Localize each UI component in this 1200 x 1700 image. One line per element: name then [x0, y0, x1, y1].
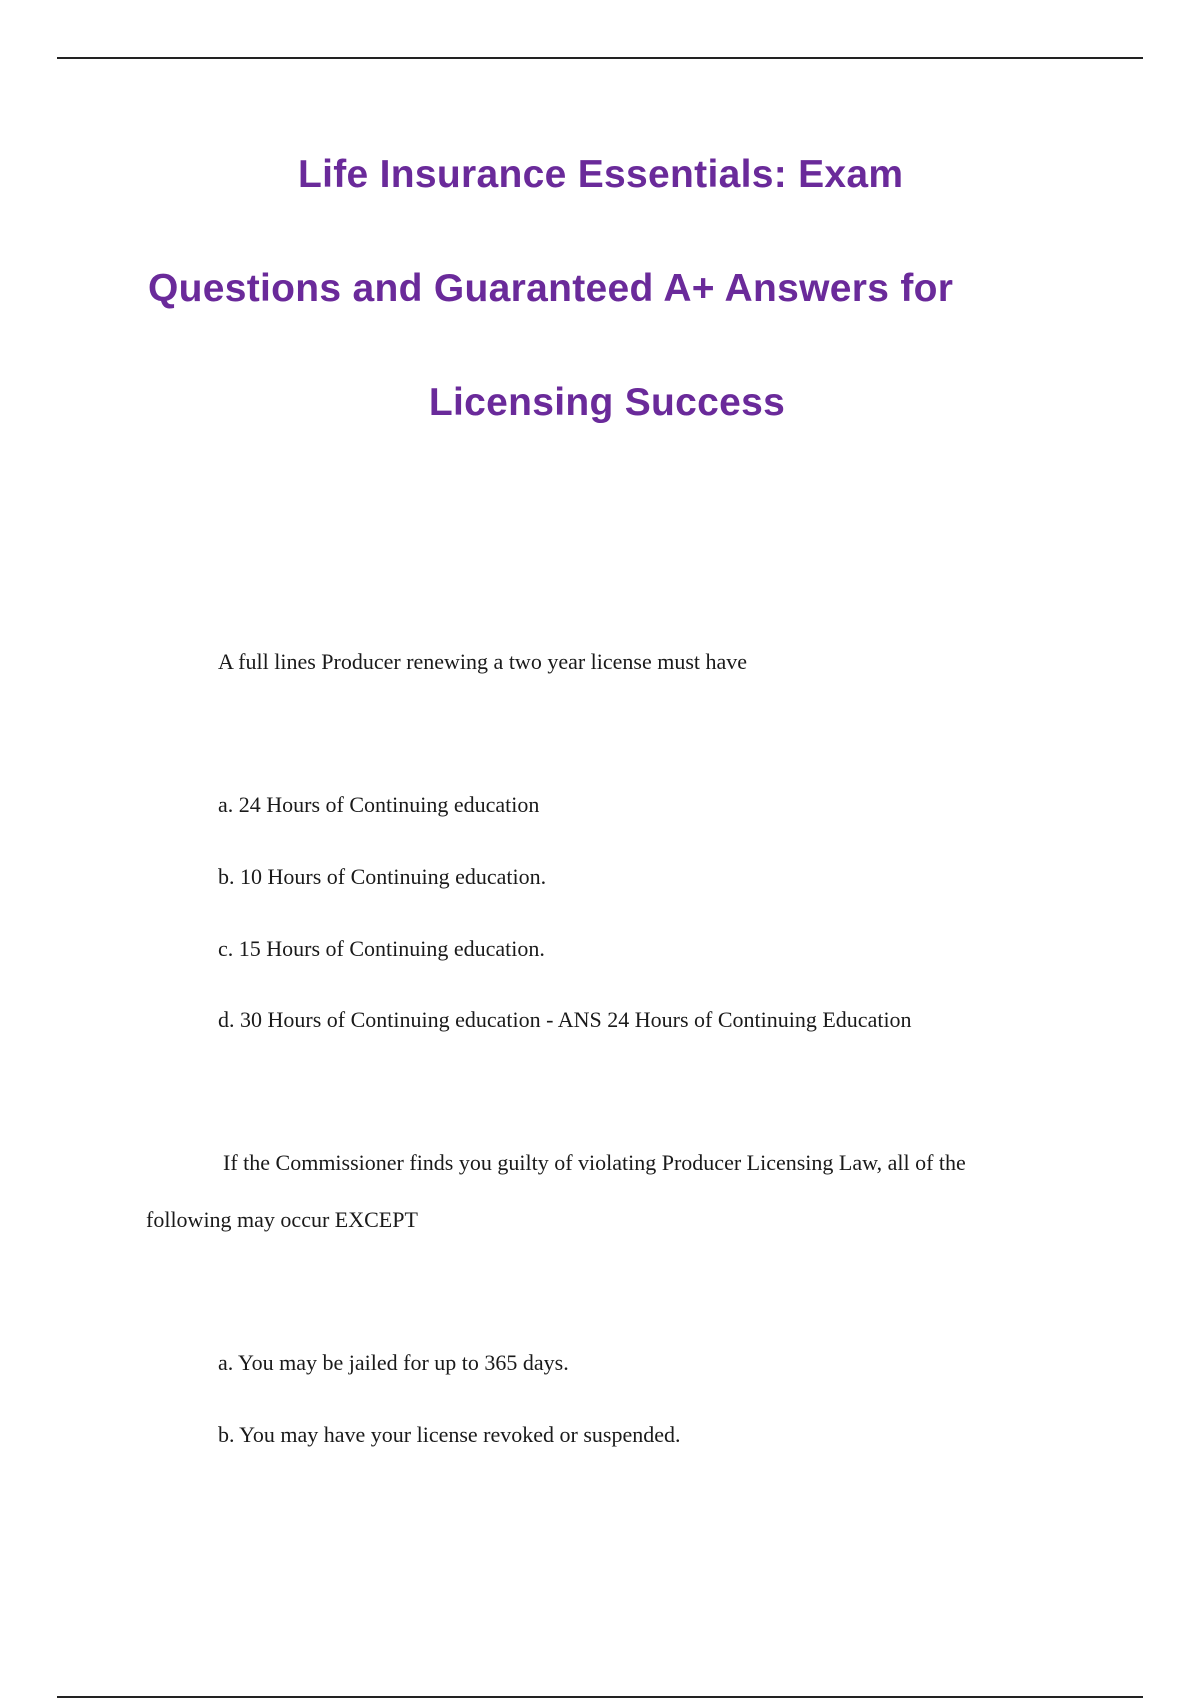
question-1-prompt: A full lines Producer renewing a two year license must have: [218, 649, 748, 674]
question-2-prompt-line-2: following may occur EXCEPT: [146, 1207, 418, 1232]
top-rule: [57, 57, 1143, 59]
question-2-option-b: b. You may have your license revoked or suspended.: [218, 1422, 681, 1447]
title-line-1: Life Insurance Essentials: Exam: [298, 153, 904, 196]
question-1-option-c: c. 15 Hours of Continuing education.: [218, 936, 545, 961]
question-1-option-d: d. 30 Hours of Continuing education - ANS 24 Hours of Continuing Education: [218, 1007, 912, 1032]
title-line-3: Licensing Success: [428, 381, 786, 424]
title-line-2: Questions and Guaranteed A+ Answers for: [148, 267, 954, 310]
question-1-option-b: b. 10 Hours of Continuing education.: [218, 864, 547, 889]
bottom-rule: [57, 1696, 1143, 1698]
question-1-option-a: a. 24 Hours of Continuing education: [218, 792, 540, 817]
question-2-option-a: a. You may be jailed for up to 365 days.: [218, 1350, 569, 1375]
question-2-prompt-line-1: If the Commissioner finds you guilty of violating Producer Licensing Law, all of the: [223, 1150, 966, 1175]
